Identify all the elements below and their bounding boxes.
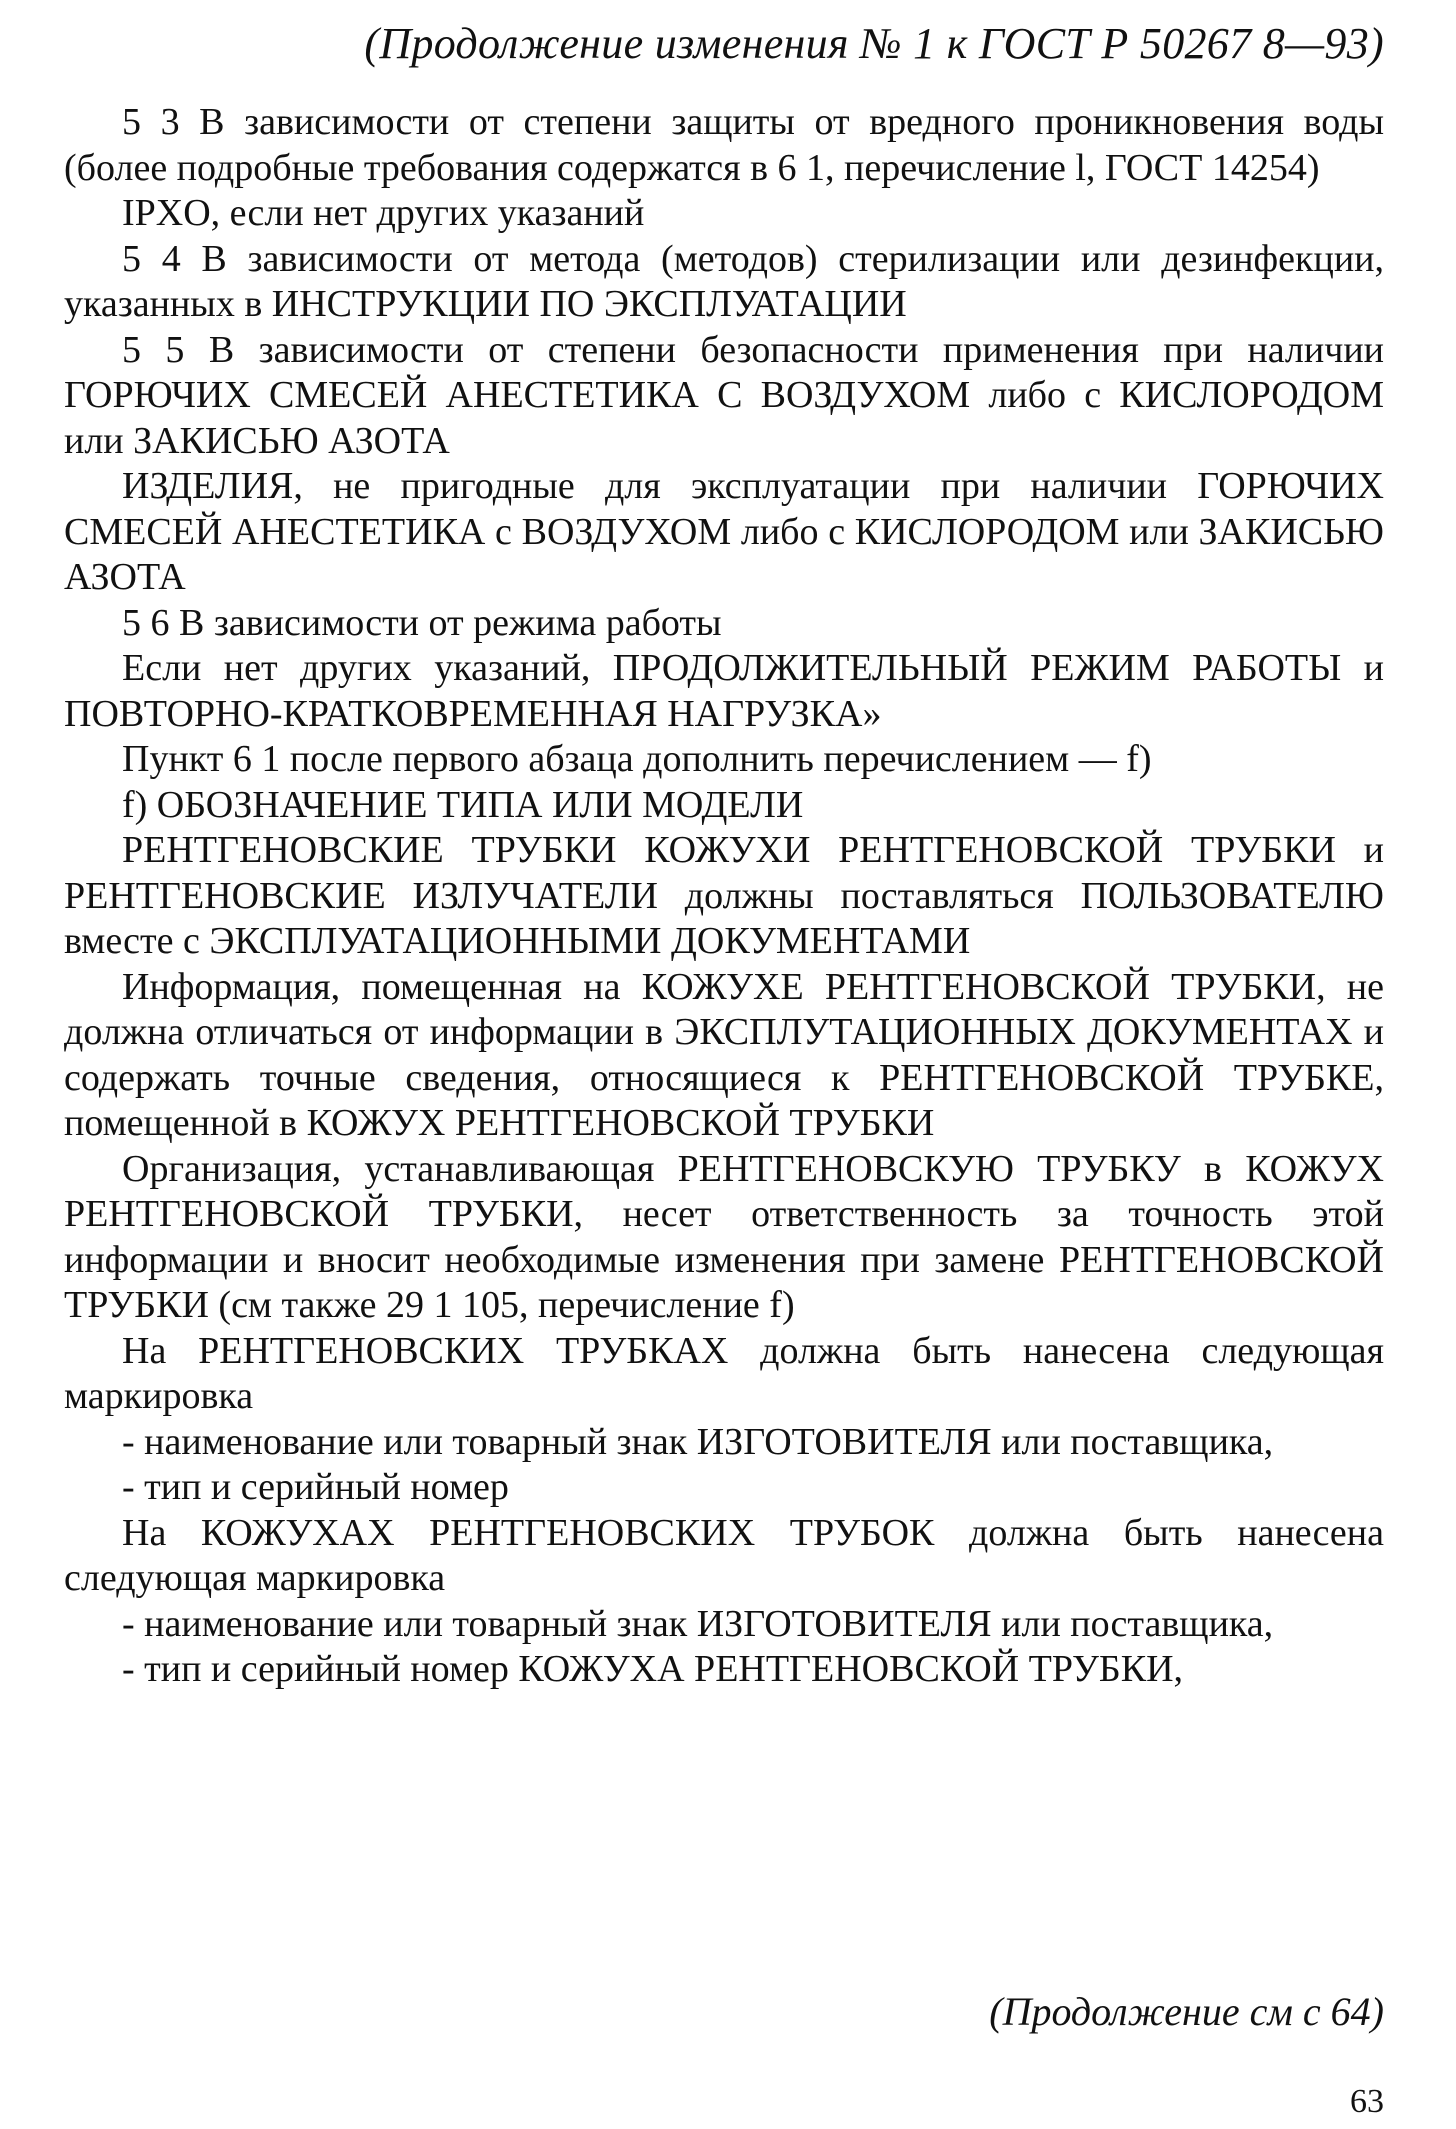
paragraph: ИЗДЕЛИЯ, не пригодные для эксплуатации при наличии ГОРЮЧИХ СМЕСЕЙ АНЕСТЕТИКА с ВОЗДУХОМ либо с КИСЛОРОДОМ или ЗАКИСЬЮ АЗОТА	[64, 465, 1384, 598]
page-header: (Продолжение изменения № 1 к ГОСТ Р 50267 8—93)	[364, 19, 1384, 68]
paragraph: 5 6 В зависимости от режима работы	[122, 601, 722, 644]
document-body	[64, 100, 1384, 1693]
paragraph: На РЕНТГЕНОВСКИХ ТРУБКАХ должна быть нанесена следующая маркировка	[64, 1329, 1384, 1417]
paragraph: Организация, устанавливающая РЕНТГЕНОВСКУЮ ТРУБКУ в КОЖУХ РЕНТГЕНОВСКОЙ ТРУБКИ, несет ответственность за точность этой информации и вносит необходимые изменения при замене РЕНТГЕНОВСКОЙ ТРУБКИ (см также 29 1 105, перечисление f)	[64, 1147, 1384, 1326]
list-item: - тип и серийный номер	[122, 1466, 509, 1508]
list-item: - наименование или товарный знак ИЗГОТОВИТЕЛЯ или поставщика,	[122, 1602, 1274, 1645]
paragraph: 5 4 В зависимости от метода (методов) стерилизации или дезинфекции, указанных в ИНСТРУКЦИИ ПО ЭКСПЛУАТАЦИИ	[64, 237, 1384, 325]
page-number: 63	[1350, 2083, 1384, 2120]
list-item: - наименование или товарный знак ИЗГОТОВИТЕЛЯ или поставщика,	[122, 1420, 1274, 1463]
list-item: - тип и серийный номер КОЖУХА РЕНТГЕНОВСКОЙ ТРУБКИ,	[122, 1648, 1184, 1690]
paragraph: Пункт 6 1 после первого абзаца дополнить перечислением — f)	[122, 738, 1152, 780]
continuation-note: (Продолжение см с 64)	[989, 1989, 1384, 2034]
paragraph: 5 3 В зависимости от степени защиты от вредного проникновения воды (более подробные требования содержатся в 6 1, перечисление l, ГОСТ 14254)	[64, 101, 1384, 189]
paragraph: Если нет других указаний, ПРОДОЛЖИТЕЛЬНЫЙ РЕЖИМ РАБОТЫ и ПОВТОРНО-КРАТКОВРЕМЕННАЯ НАГРУЗКА»	[64, 647, 1384, 735]
paragraph: РЕНТГЕНОВСКИЕ ТРУБКИ КОЖУХИ РЕНТГЕНОВСКОЙ ТРУБКИ и РЕНТГЕНОВСКИЕ ИЗЛУЧАТЕЛИ должны поставляться ПОЛЬЗОВАТЕЛЮ вместе с ЭКСПЛУАТАЦИОННЫМИ ДОКУМЕНТАМИ	[64, 829, 1384, 962]
paragraph: На КОЖУХАХ РЕНТГЕНОВСКИХ ТРУБОК должна быть нанесена следующая маркировка	[64, 1511, 1384, 1599]
paragraph: f) ОБОЗНАЧЕНИЕ ТИПА ИЛИ МОДЕЛИ	[122, 783, 804, 826]
paragraph: IPXO, если нет других указаний	[122, 192, 645, 234]
paragraph: 5 5 В зависимости от степени безопасности применения при наличии ГОРЮЧИХ СМЕСЕЙ АНЕСТЕТИКА С ВОЗДУХОМ либо с КИСЛОРОДОМ или ЗАКИСЬЮ АЗОТА	[64, 328, 1384, 462]
paragraph: Информация, помещенная на КОЖУХЕ РЕНТГЕНОВСКОЙ ТРУБКИ, не должна отличаться от информации в ЭКСПЛУТАЦИОННЫХ ДОКУМЕНТАХ и содержать точные сведения, относящиеся к РЕНТГЕНОВСКОЙ ТРУБКЕ, помещенной в КОЖУХ РЕНТГЕНОВСКОЙ ТРУБКИ	[64, 965, 1384, 1144]
